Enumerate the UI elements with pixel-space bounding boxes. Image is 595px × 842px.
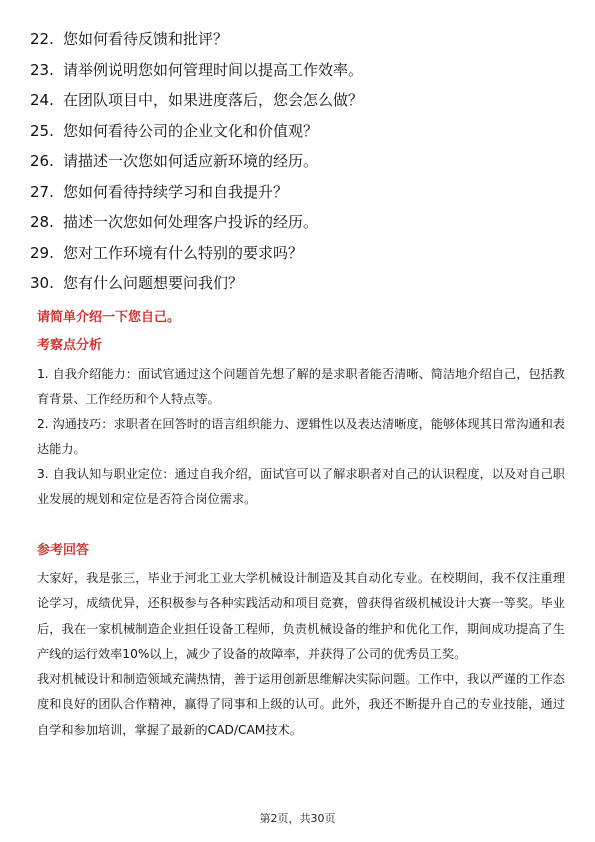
analysis-point: 3. 自我认知与职业定位：通过自我介绍，面试官可以了解求职者对自己的认识程度，以及对自己职业发展的规划和定位是否符合岗位需求。 — [37, 467, 565, 506]
analysis-heading: 考察点分析 — [37, 338, 103, 353]
question-text: 请描述一次您如何适应新环境的经历。 — [63, 152, 319, 170]
question-item — [30, 146, 570, 177]
page-footer: 第2页，共30页 — [259, 812, 336, 825]
question-number: 28. — [30, 213, 54, 231]
question-list — [30, 24, 570, 299]
question-item — [30, 116, 570, 147]
question-item — [30, 24, 570, 55]
answer-heading: 参考回答 — [37, 543, 90, 558]
answer-paragraph: 我对机械设计和制造领域充满热情，善于运用创新思维解决实际问题。工作中，我以严谨的工作态度和良好的团队合作精神，赢得了同事和上级的认可。此外，我还不断提升自己的专业技能，通过自学和参加培训，掌握了最新的CAD/CAM技术。 — [37, 672, 565, 737]
intro-question-heading: 请简单介绍一下您自己。 — [37, 310, 181, 325]
question-item — [30, 268, 570, 299]
question-number: 23. — [30, 60, 54, 79]
question-text: 描述一次您如何处理客户投诉的经历。 — [63, 213, 319, 231]
analysis-section — [37, 362, 565, 512]
question-number: 24. — [30, 91, 54, 109]
analysis-point: 2. 沟通技巧：求职者在回答时的语言组织能力、逻辑性以及表达清晰度，能够体现其日常沟通和表达能力。 — [37, 417, 565, 456]
question-number: 27. — [30, 182, 54, 201]
answer-section — [37, 566, 565, 743]
question-text: 您对工作环境有什么特别的要求吗？ — [63, 243, 304, 262]
question-item — [30, 177, 570, 208]
question-item — [30, 85, 570, 116]
question-number: 30. — [30, 274, 54, 292]
question-number: 29. — [30, 243, 54, 262]
question-number: 26. — [30, 152, 54, 170]
question-text: 您如何看待公司的企业文化和价值观？ — [63, 121, 319, 140]
question-item — [30, 207, 570, 238]
question-text: 您如何看待持续学习和自我提升？ — [63, 182, 289, 201]
question-item — [30, 238, 570, 269]
question-text: 请举例说明您如何管理时间以提高工作效率。 — [63, 60, 364, 79]
question-number: 25. — [30, 121, 54, 140]
question-text: 在团队项目中，如果进度落后，您会怎么做？ — [63, 91, 364, 109]
answer-paragraph: 大家好，我是张三，毕业于河北工业大学机械设计制造及其自动化专业。在校期间，我不仅注重理论学习，成绩优异，还积极参与各种实践活动和项目竞赛，曾获得省级机械设计大赛一等奖。毕业后，我在一家机械制造企业担任设备工程师，负责机械设备的维护和优化工作，期间成功提高了生产线的运行效率10%以上，减少了设备的故障率，并获得了公司的优秀员工奖。 — [37, 571, 565, 661]
question-text: 您有什么问题想要问我们？ — [63, 274, 244, 292]
question-item — [30, 55, 570, 86]
analysis-point: 1. 自我介绍能力：面试官通过这个问题首先想了解的是求职者能否清晰、简洁地介绍自己，包括教育背景、工作经历和个人特点等。 — [37, 367, 565, 406]
question-number: 22. — [30, 30, 54, 48]
question-text: 您如何看待反馈和批评？ — [63, 30, 229, 48]
